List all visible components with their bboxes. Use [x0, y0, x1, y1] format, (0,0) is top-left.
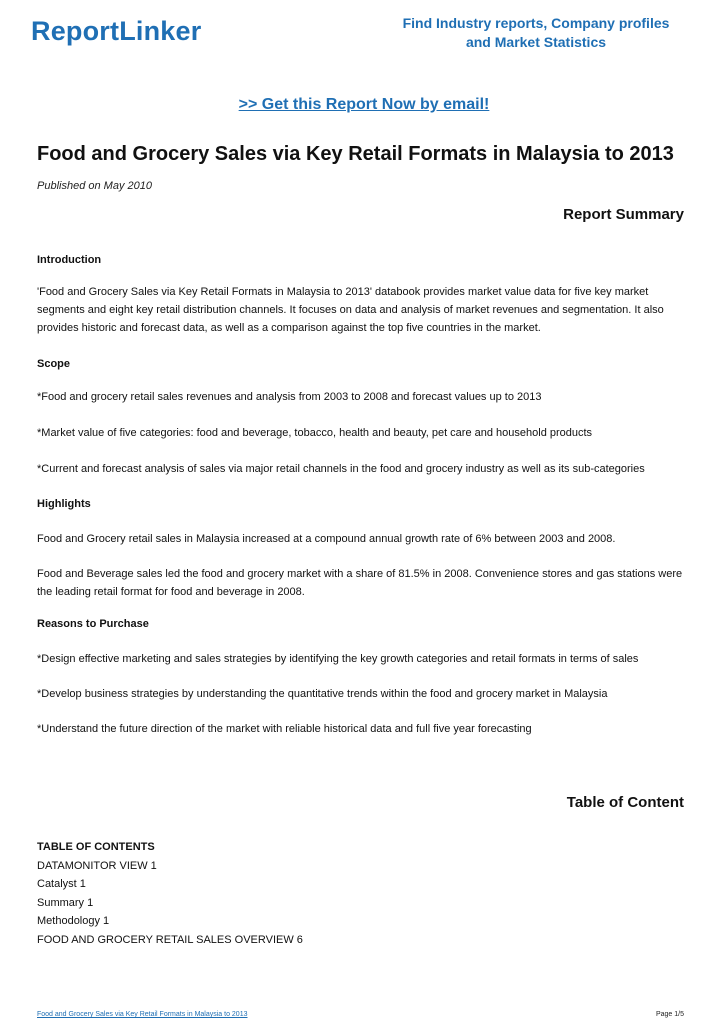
- reason-item: *Develop business strategies by understanding the quantitative trends within the food and grocery market in Malaysia: [37, 688, 608, 700]
- reason-item: *Design effective marketing and sales strategies by identifying the key growth categories and retail formats in terms of sales: [37, 653, 639, 665]
- scope-heading: Scope: [37, 358, 71, 370]
- report-title: Food and Grocery Sales via Key Retail Formats in Malaysia to 2013: [37, 143, 674, 165]
- tagline-line-2: and Market Statistics: [465, 34, 607, 50]
- get-report-email-link[interactable]: >> Get this Report Now by email!: [238, 96, 490, 113]
- reportlinker-logo[interactable]: ReportLinker: [31, 16, 202, 46]
- table-of-content-heading: Table of Content: [566, 794, 684, 811]
- toc-entry: Methodology 1: [37, 915, 110, 927]
- header-tagline: [386, 14, 686, 52]
- footer-report-link[interactable]: Food and Grocery Sales via Key Retail Formats in Malaysia to 2013: [37, 1011, 248, 1018]
- toc-entry: DATAMONITOR VIEW 1: [37, 859, 157, 872]
- scope-item: *Market value of five categories: food and beverage, tobacco, health and beauty, pet care and household products: [37, 427, 593, 439]
- introduction-text: 'Food and Grocery Sales via Key Retail Formats in Malaysia to 2013' databook provides market value data for five key market segments and eight key retail distribution channels. It focuses on data and analysis of market revenues and segmentation. It also provides historic and forecast data, as well as a comparison against the top five countries in the market.: [37, 286, 664, 334]
- introduction-heading: Introduction: [37, 254, 102, 266]
- tagline-line-1: Find Industry reports, Company profiles: [402, 15, 670, 31]
- toc-entry: FOOD AND GROCERY RETAIL SALES OVERVIEW 6: [37, 933, 303, 946]
- highlight-item: Food and Beverage sales led the food and grocery market with a share of 81.5% in 2008. Convenience stores and gas stations were the leading retail format for food and beverage in 2008.: [37, 568, 683, 598]
- scope-item: *Current and forecast analysis of sales via major retail channels in the food and grocery industry as well as its sub-categories: [37, 463, 645, 475]
- highlights-heading: Highlights: [37, 498, 91, 510]
- report-summary-heading: Report Summary: [563, 206, 684, 223]
- toc-title: TABLE OF CONTENTS: [37, 841, 155, 853]
- published-date: Published on May 2010: [37, 180, 152, 192]
- scope-item: *Food and grocery retail sales revenues and analysis from 2003 to 2008 and forecast values up to 2013: [37, 391, 542, 403]
- table-of-contents: [37, 838, 687, 949]
- highlight-item: Food and Grocery retail sales in Malaysia increased at a compound annual growth rate of 6% between 2003 and 2008.: [37, 533, 616, 545]
- reasons-heading: Reasons to Purchase: [37, 618, 149, 630]
- toc-entry: Summary 1: [37, 896, 94, 909]
- toc-entry: Catalyst 1: [37, 878, 86, 890]
- reason-item: *Understand the future direction of the market with reliable historical data and full five year forecasting: [37, 723, 532, 735]
- page-number: Page 1/5: [655, 1011, 684, 1018]
